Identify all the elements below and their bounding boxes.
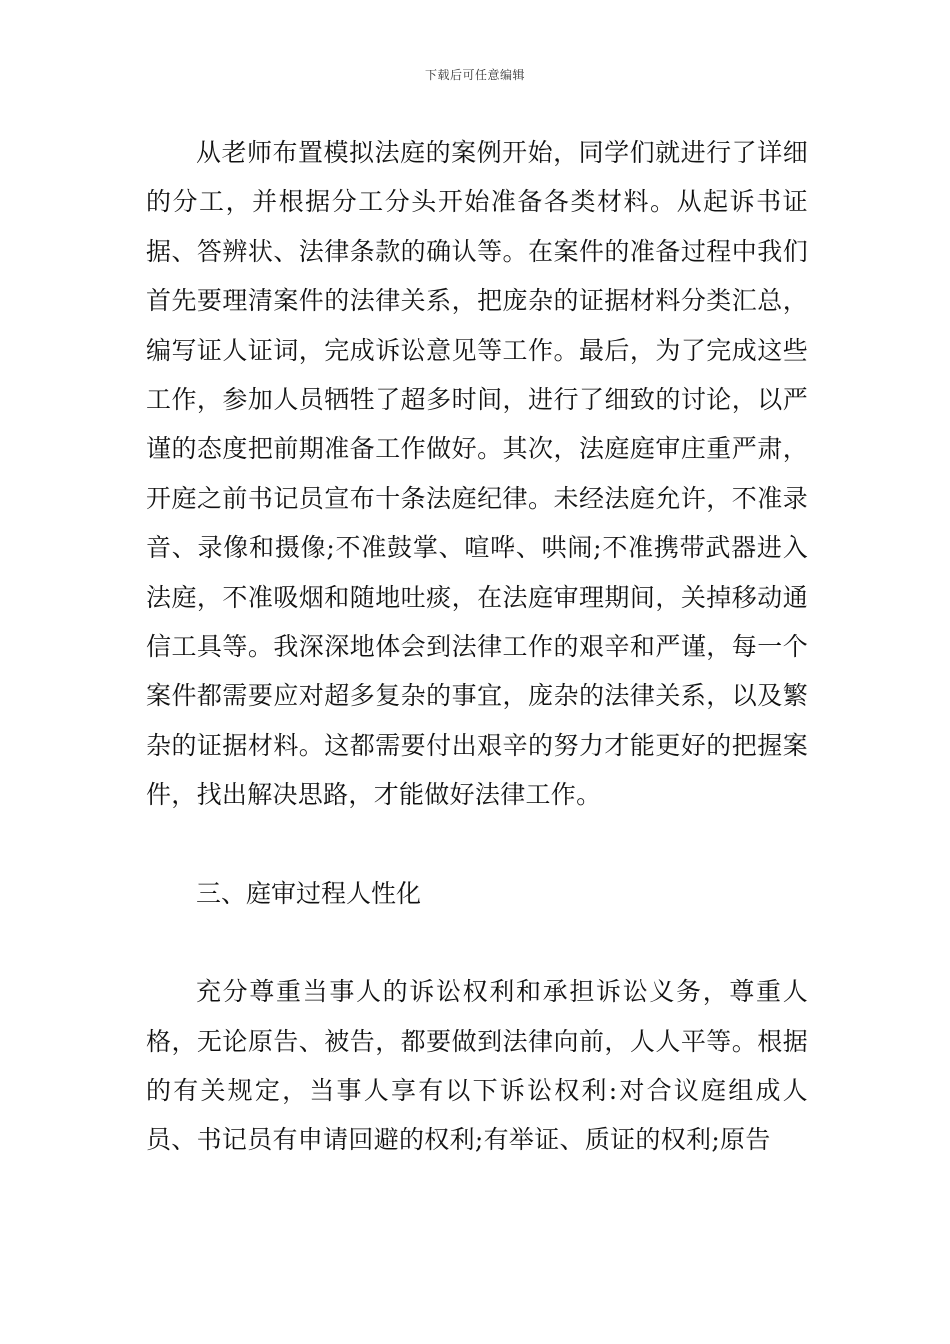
body-paragraph-1: 从老师布置模拟法庭的案例开始，同学们就进行了详细的分工，并根据分工分头开始准备各类材料。从起诉书证据、答辨状、法律条款的确认等。在案件的准备过程中我们首先要理清案件的法律关系，把庞杂的证据材料分类汇总，编写证人证词，完成诉讼意见等工作。最后，为了完成这些工作，参加人员牺牲了超多时间，进行了细致的讨论，以严谨的态度把前期准备工作做好。其次，法庭庭审庄重严肃，开庭之前书记员宣布十条法庭纪律。未经法庭允许，不准录音、录像和摄像;不准鼓掌、喧哗、哄闹;不准携带武器进入法庭，不准吸烟和随地吐痰，在法庭审理期间，关掉移动通信工具等。我深深地体会到法律工作的艰辛和严谨，每一个案件都需要应对超多复杂的事宜，庞杂的法律关系，以及繁杂的证据材料。这都需要付出艰辛的努力才能更好的把握案件，找出解决思路，才能做好法律工作。 — [146, 138, 808, 810]
paragraph-spacer — [146, 918, 808, 967]
body-paragraph-2: 充分尊重当事人的诉讼权利和承担诉讼义务，尊重人格，无论原告、被告，都要做到法律向前，人人平等。根据的有关规定，当事人享有以下诉讼权利:对合议庭组成人员、书记员有申请回避的权利;有举证、质证的权利;原告 — [146, 977, 808, 1155]
section-heading: 三、庭审过程人性化 — [196, 878, 422, 908]
paragraph-spacer — [146, 820, 808, 869]
document-body — [146, 128, 808, 1165]
page-header-note: 下载后可任意编辑 — [424, 68, 525, 82]
